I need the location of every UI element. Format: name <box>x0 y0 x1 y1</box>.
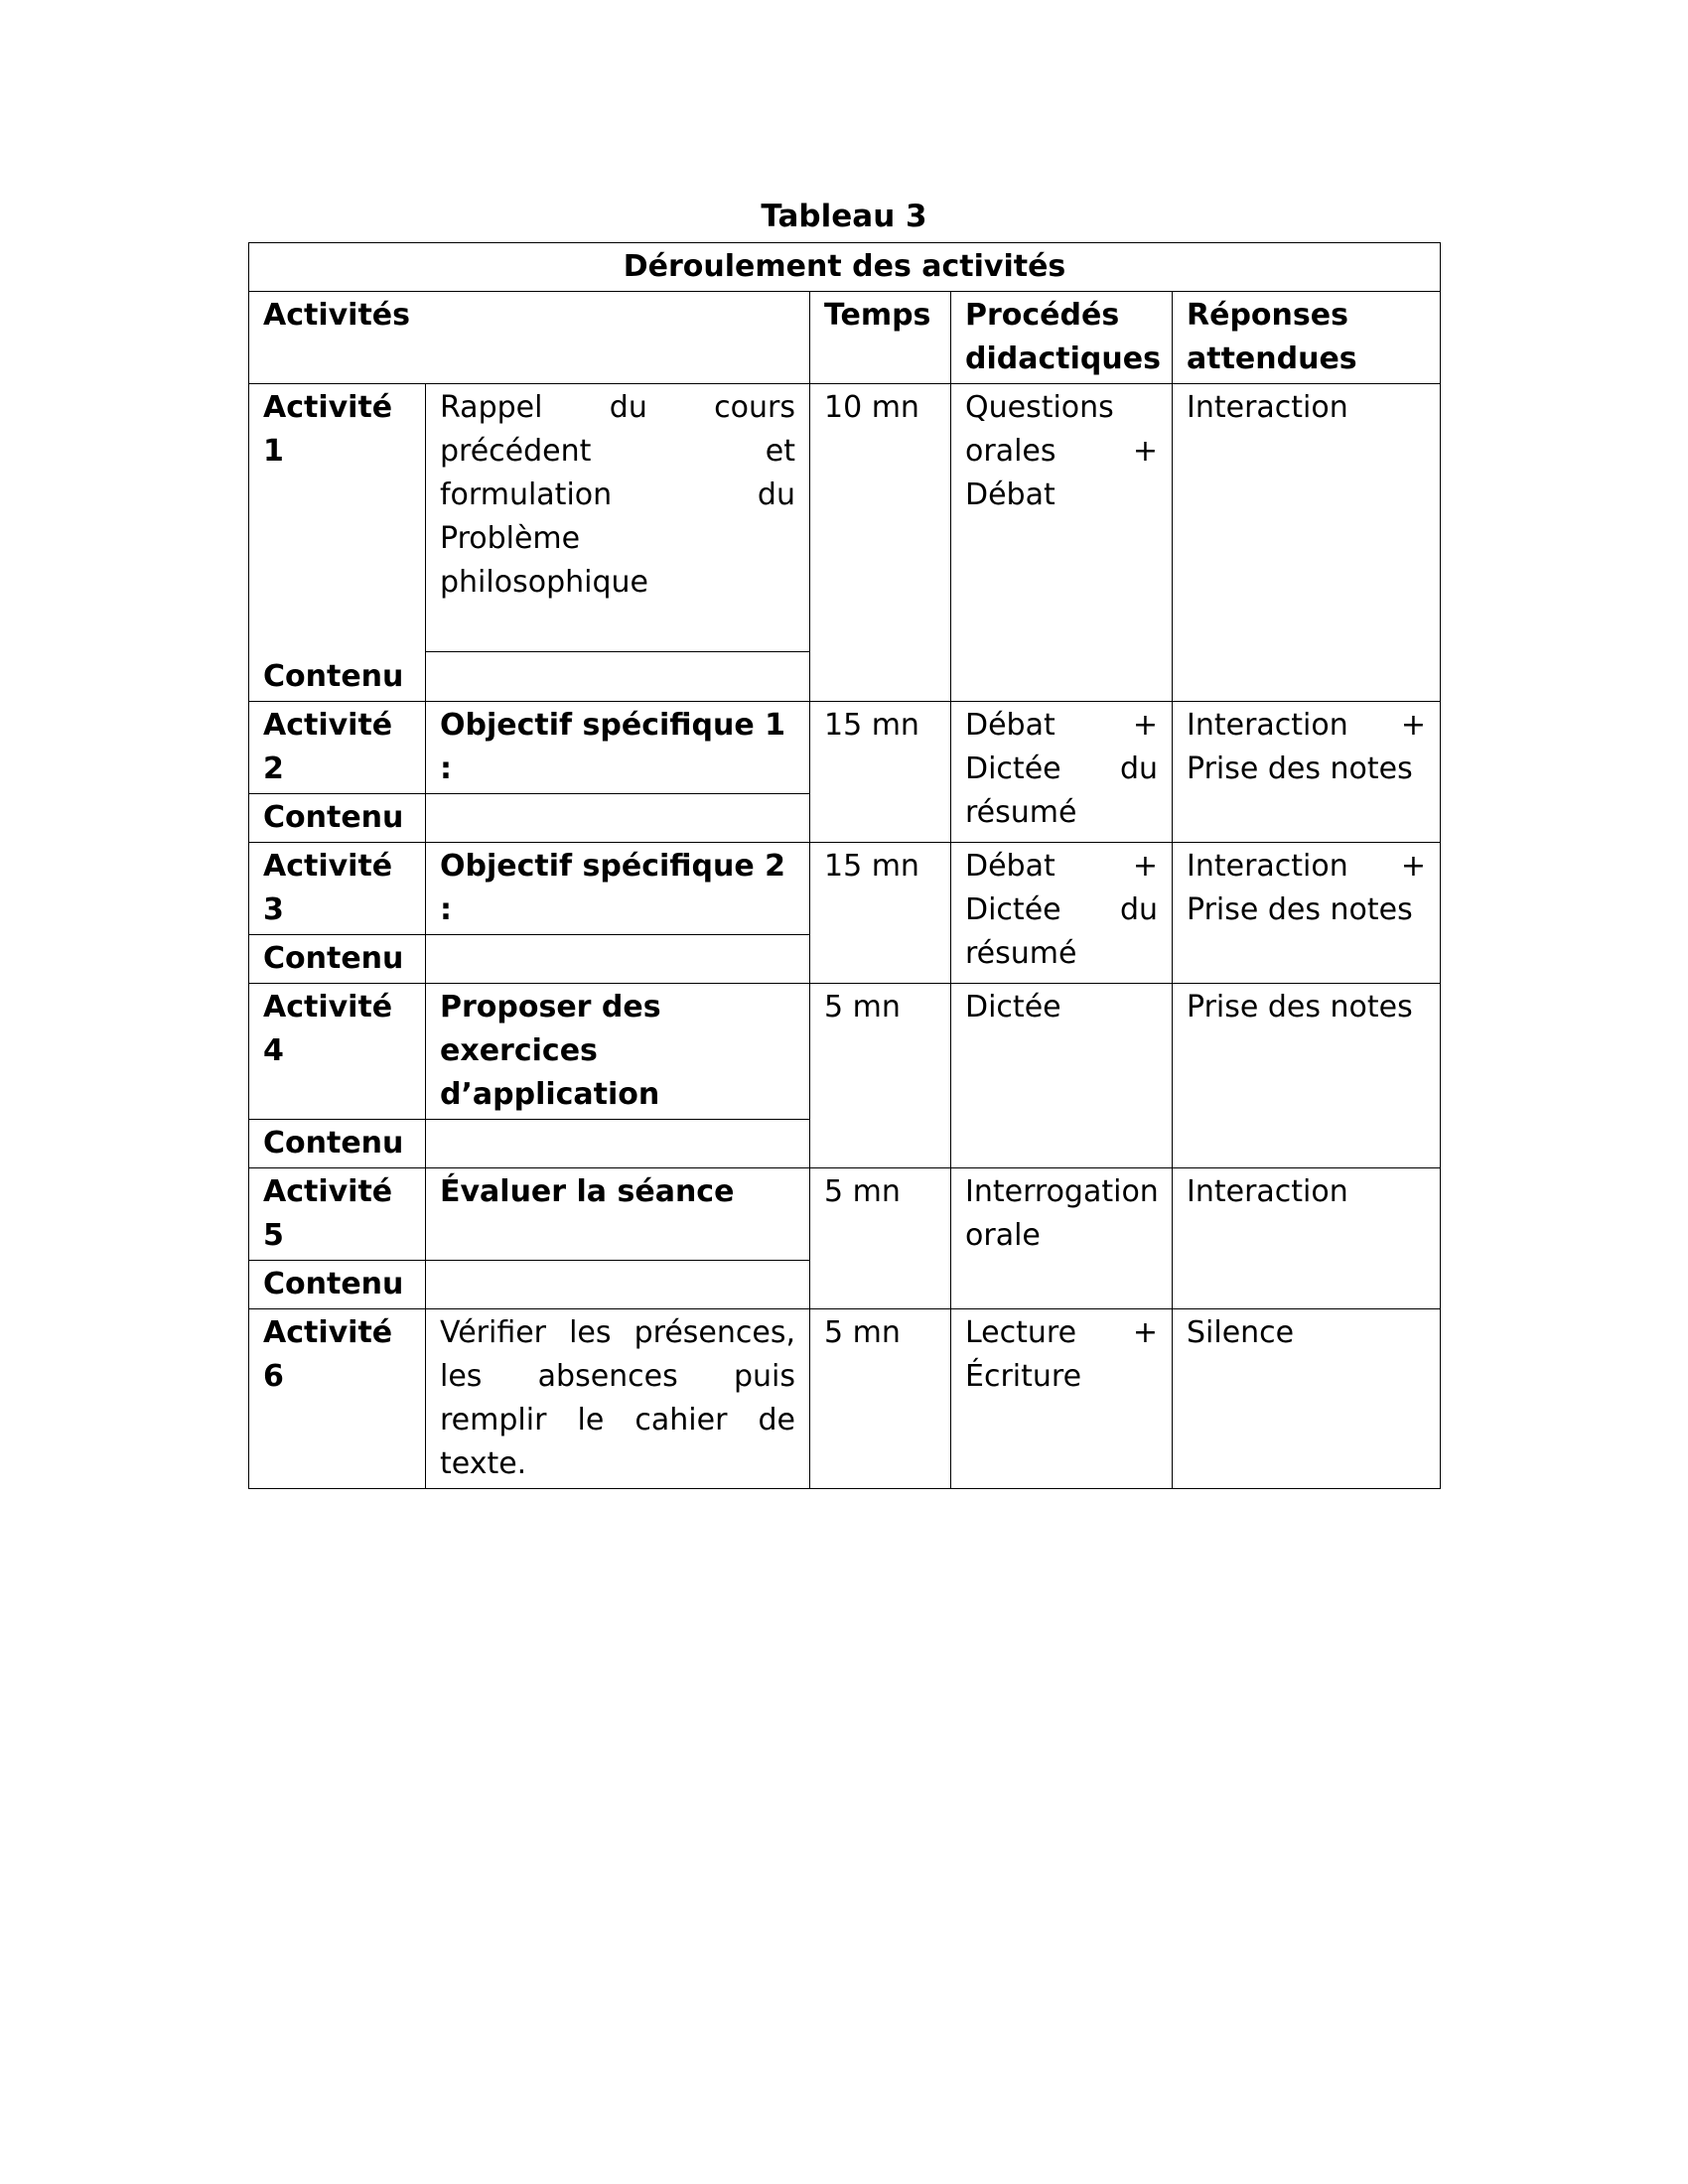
procedes-line: Débat + <box>965 849 1158 884</box>
activity-description <box>426 384 810 652</box>
activity-procedes <box>951 1309 1173 1489</box>
activities-table <box>248 242 1441 1489</box>
activity-procedes <box>951 384 1173 702</box>
table-title-row <box>249 243 1441 292</box>
activity-procedes <box>951 702 1173 843</box>
procedes-line: Dictée du <box>965 751 1158 786</box>
header-reponses: Réponses attendues <box>1173 292 1441 384</box>
activity-label: Activité 2 <box>249 702 426 794</box>
activity-temps: 10 mn <box>810 384 951 702</box>
procedes-line: résumé <box>965 936 1077 971</box>
content-cell <box>426 794 810 843</box>
description-line: Vérifier les présences, <box>440 1315 795 1350</box>
procedes-line: Dictée <box>965 990 1061 1024</box>
description-line: Problème <box>440 521 581 556</box>
content-cell <box>426 1120 810 1168</box>
content-label: Contenu <box>249 1261 426 1309</box>
description-line: formulation du <box>440 478 795 512</box>
activity-temps: 5 mn <box>810 984 951 1168</box>
activity-temps: 5 mn <box>810 1309 951 1489</box>
reponses-line: Interaction <box>1187 390 1348 425</box>
description-line: précédent et <box>440 434 795 469</box>
activity-label: Activité 5 <box>249 1168 426 1261</box>
reponses-line: Prise des notes <box>1187 751 1413 786</box>
content-cell <box>426 935 810 984</box>
objective-line: d’application <box>440 1077 660 1112</box>
procedes-line: Dictée du <box>965 892 1158 927</box>
objective-line: Proposer des exercices <box>440 990 661 1068</box>
activity-procedes <box>951 984 1173 1168</box>
activity-temps: 5 mn <box>810 1168 951 1309</box>
reponses-line: Interaction + <box>1187 708 1427 743</box>
activity-temps: 15 mn <box>810 843 951 984</box>
content-label: Contenu <box>249 1120 426 1168</box>
reponses-line: Prise des notes <box>1187 892 1413 927</box>
table-row <box>249 1168 1441 1261</box>
description-line: Rappel du cours <box>440 390 795 425</box>
activity-reponses <box>1173 984 1441 1168</box>
table-header-row <box>249 292 1441 384</box>
table-row <box>249 984 1441 1120</box>
reponses-line: Silence <box>1187 1315 1295 1350</box>
procedes-line: orales + <box>965 434 1158 469</box>
procedes-line: orale <box>965 1218 1041 1253</box>
activity-procedes <box>951 1168 1173 1309</box>
table-caption: Tableau 3 <box>761 199 927 234</box>
activity-reponses <box>1173 702 1441 843</box>
reponses-line: Interaction <box>1187 1174 1348 1209</box>
header-procedes: Procédés didactiques <box>951 292 1173 384</box>
activity-objective: Objectif spécifique 2 : <box>426 843 810 935</box>
activity-label: Activité 3 <box>249 843 426 935</box>
description-line: remplir le cahier de <box>440 1403 795 1437</box>
activity-label: Activité 4 <box>249 984 426 1120</box>
activity-description <box>426 1309 810 1489</box>
description-line: philosophique <box>440 565 648 600</box>
activity-reponses <box>1173 1168 1441 1309</box>
procedes-line: résumé <box>965 795 1077 830</box>
table-row <box>249 843 1441 935</box>
reponses-line: Prise des notes <box>1187 990 1413 1024</box>
content-label: Contenu <box>249 935 426 984</box>
table-row <box>249 1309 1441 1489</box>
activity-label: Activité 1 <box>249 384 426 652</box>
procedes-line: Écriture <box>965 1359 1082 1394</box>
header-temps: Temps <box>810 292 951 384</box>
procedes-line: Débat <box>965 478 1055 512</box>
table-row <box>249 384 1441 652</box>
activity-objective: Évaluer la séance <box>426 1168 810 1261</box>
content-label: Contenu <box>249 652 426 702</box>
content-cell <box>426 1261 810 1309</box>
content-label: Contenu <box>249 794 426 843</box>
procedes-line: Débat + <box>965 708 1158 743</box>
activity-label: Activité 6 <box>249 1309 426 1489</box>
header-activites: Activités <box>249 292 810 384</box>
description-line: les absences puis <box>440 1359 795 1394</box>
activity-objective <box>426 984 810 1120</box>
table-title: Déroulement des activités <box>249 243 1441 292</box>
activity-reponses <box>1173 1309 1441 1489</box>
content-cell <box>426 652 810 702</box>
activity-objective: Objectif spécifique 1 : <box>426 702 810 794</box>
procedes-line: Questions <box>965 390 1114 425</box>
activity-procedes <box>951 843 1173 984</box>
description-line: texte. <box>440 1446 527 1481</box>
reponses-line: Interaction + <box>1187 849 1427 884</box>
procedes-line: Interrogation <box>965 1174 1159 1209</box>
activity-reponses <box>1173 843 1441 984</box>
activity-temps: 15 mn <box>810 702 951 843</box>
activity-reponses <box>1173 384 1441 702</box>
procedes-line: Lecture + <box>965 1315 1158 1350</box>
table-row <box>249 702 1441 794</box>
